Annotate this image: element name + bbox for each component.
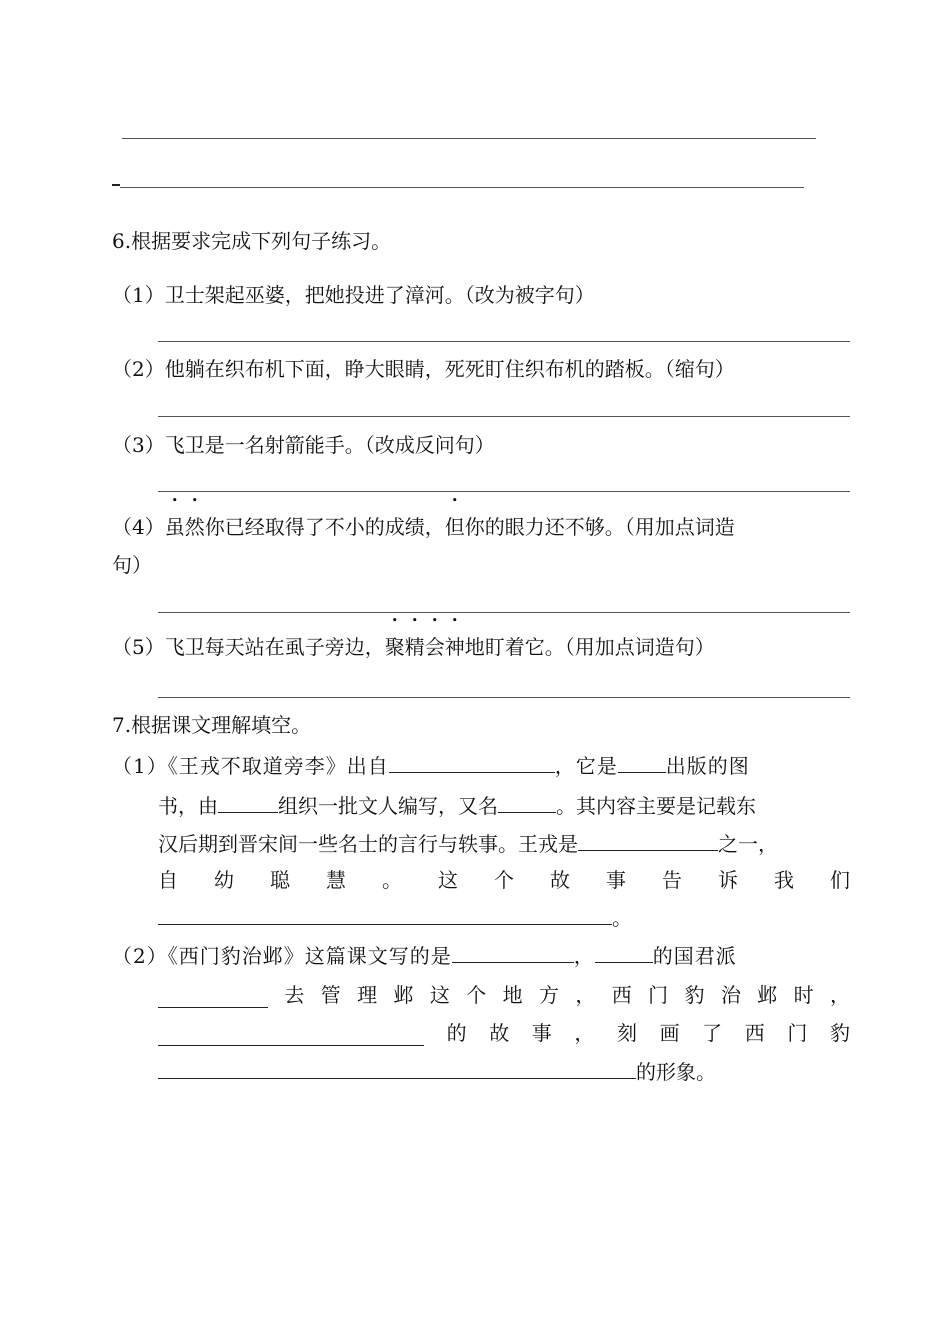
q7-part1-line2: 书，由 组织一批文人编写，又名 。其内容主要是记载东 [158, 794, 756, 818]
fill-blank[interactable] [389, 752, 555, 773]
dotted-char: 然 [184, 515, 205, 539]
fill-blank[interactable] [452, 942, 574, 963]
q7-part1-line5: 。 [158, 904, 632, 931]
q7-part2-line4: 的形象。 [158, 1058, 716, 1085]
q6-item-4: （4）虽然你已经取得了不小的成绩，但你的眼力还不够。（用加点词造 [112, 515, 735, 539]
fill-blank[interactable] [218, 792, 278, 813]
fill-blank[interactable] [498, 792, 556, 813]
q7-part2-line2: 去 管 理 邺 这 个 地 方 ， 西 门 豹 治 邺 时 ， [158, 982, 850, 1008]
q7-part1-line4: 自 幼 聪 慧 。 这 个 故 事 告 诉 我 们 [158, 868, 850, 892]
fill-blank[interactable] [618, 752, 666, 773]
q6-item-3: （3）飞卫是一名射箭能手。（改成反问句） [112, 433, 495, 457]
q6-item-5: （5）飞卫每天站在虱子旁边，聚精会神地盯着它。（用加点词造句） [112, 635, 715, 659]
q6-item-2: （2）他躺在织布机下面，睁大眼睛，死死盯住织布机的踏板。（缩句） [112, 357, 735, 381]
q7-part2-line1: （2）《西门豹治邺》这篇课文写的是 ， 的国君派 [112, 944, 737, 968]
answer-line[interactable] [158, 612, 850, 613]
answer-line[interactable] [158, 341, 850, 342]
q6-item-1: （1）卫士架起巫婆，把她投进了漳河。（改为被字句） [112, 283, 595, 307]
q6-title: 6.根据要求完成下列句子练习。 [112, 229, 392, 253]
q7-part1-line3: 汉后期到晋宋间一些名士的言行与轶事。王戎是 之一， [158, 832, 778, 856]
q7-part2-line3: 的 故 事 ， 刻 画 了 西 门 豹 [158, 1020, 850, 1046]
fill-blank[interactable] [578, 830, 718, 851]
fill-blank[interactable] [158, 1025, 424, 1046]
answer-line-mark [112, 184, 120, 186]
dotted-char: 虽 [164, 515, 185, 539]
answer-line [120, 187, 804, 188]
answer-line[interactable] [158, 697, 850, 698]
q7-part1-line1: （1）《王戎不取道旁李》出自 ，它是 出版的图 [112, 754, 750, 778]
dotted-char: 精 [404, 635, 425, 659]
dotted-char: 会 [424, 635, 445, 659]
dotted-char: 神 [444, 635, 465, 659]
q7-title: 7.根据课文理解填空。 [112, 713, 312, 737]
dotted-char: 聚 [384, 635, 405, 659]
answer-line[interactable] [158, 491, 850, 492]
fill-blank[interactable] [158, 987, 268, 1008]
q6-item-4-wrap: 句） [112, 553, 152, 577]
answer-line[interactable] [158, 416, 850, 417]
fill-blank[interactable] [595, 942, 653, 963]
fill-blank[interactable] [158, 904, 612, 925]
fill-blank[interactable] [158, 1058, 636, 1079]
dotted-char: 但 [444, 515, 465, 539]
answer-line [122, 138, 816, 139]
